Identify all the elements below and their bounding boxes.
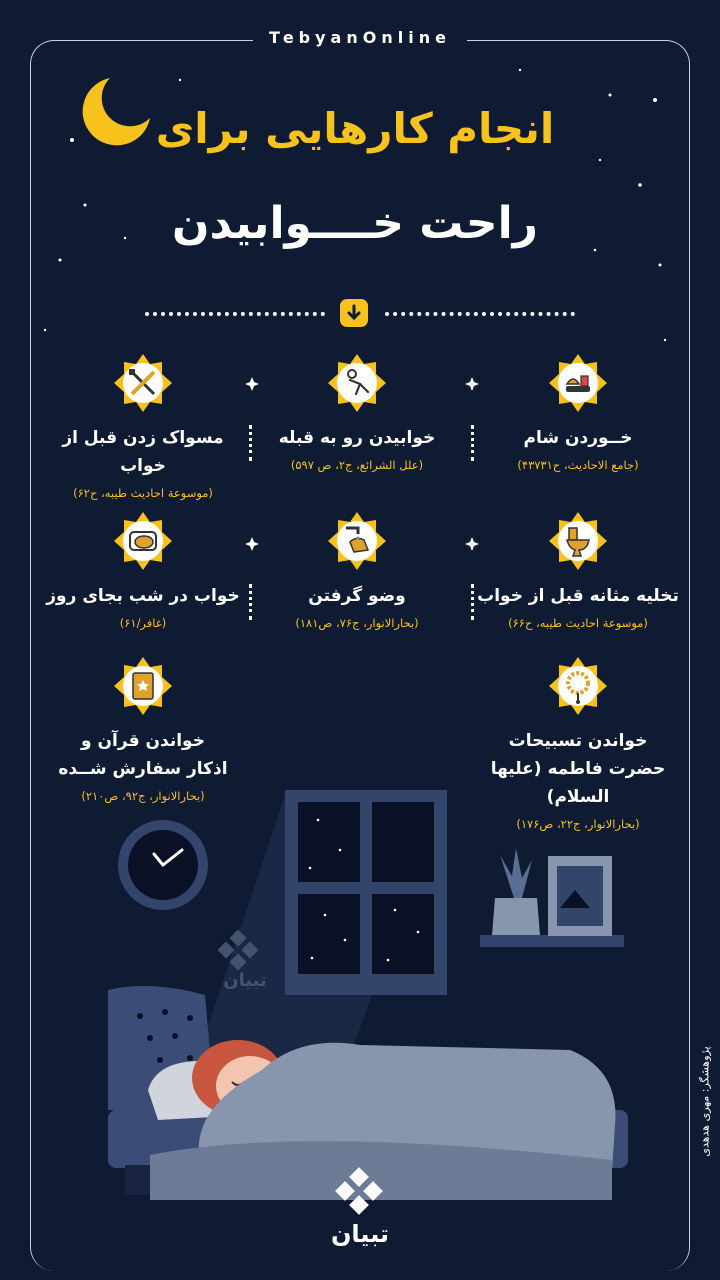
item-empty-bladder [473, 510, 683, 630]
item-source: (موسوعة احادیث طیبه، ح۶۲) [73, 486, 213, 500]
divider-right [385, 312, 575, 316]
item-label: خــوردن شام [523, 428, 633, 448]
item-source: (بحارالانوار، ج۹۲، ص۲۱۰) [81, 789, 205, 803]
vertical-dots [471, 584, 474, 620]
credit-text: پژوهشگر: مهری هدهدی [698, 1046, 712, 1157]
item-label: وضو گرفتن [308, 586, 406, 606]
plant-icon [500, 848, 532, 898]
vertical-dots [249, 584, 252, 620]
arrow-down-icon [340, 299, 368, 327]
item-label: خواندن قرآن و اذکار سفارش شــده [58, 731, 228, 779]
watermark-text: تبیان [223, 970, 267, 991]
shelf [480, 935, 624, 947]
item-ablution [252, 510, 462, 630]
vertical-dots [249, 425, 252, 461]
separator-star-icon [465, 536, 479, 550]
title-line-1: انجام کارهایی برای [155, 104, 555, 153]
item-label: تخلیه مثانه قبل از خواب [477, 586, 679, 606]
brand-logo-text: تبیان [330, 1220, 390, 1248]
sleeping-person-icon [326, 352, 388, 414]
separator-star-icon [245, 376, 259, 390]
item-night-sleep [38, 510, 248, 630]
item-source: (غافر/۶۱) [119, 616, 167, 630]
toilet-icon [547, 510, 609, 572]
item-label: خواندن تسبیحات حضرت فاطمه (علیها السلام) [490, 731, 666, 807]
item-label: خوابیدن رو به قبله [278, 428, 436, 448]
title-line-2: راحت خــــوابیدن [171, 198, 538, 249]
item-toothbrush [38, 352, 248, 500]
prayer-beads-icon [547, 655, 609, 717]
item-source: (علل الشرائع، ج۲، ص ۵۹۷) [290, 458, 424, 472]
item-label: مسواک زدن قبل از خواب [62, 428, 224, 476]
ablution-icon [326, 510, 388, 572]
item-source: (جامع الاحادیث، ح۴۳۷۳۱) [517, 458, 639, 472]
item-dinner [473, 352, 683, 472]
bedroom-illustration [0, 780, 720, 1280]
researcher-credit [690, 1020, 710, 1190]
food-icon [547, 352, 609, 414]
quran-icon [112, 655, 174, 717]
brand-name: TebyanOnline [253, 28, 467, 47]
sleep-mask-icon [112, 510, 174, 572]
item-label: خواب در شب بجای روز [46, 586, 240, 606]
item-source: (موسوعة احادیث طیبه، ح۶۶) [508, 616, 648, 630]
vertical-dots [471, 425, 474, 461]
item-face-qibla [252, 352, 462, 472]
divider-left [145, 312, 325, 316]
separator-star-icon [465, 376, 479, 390]
item-source: (بحارالانوار، ج۷۶، ص۱۸۱) [295, 616, 419, 630]
toothbrush-icon [112, 352, 174, 414]
item-source: (بحارالانوار، ج۲۲، ص۱۷۶) [516, 817, 640, 831]
separator-star-icon [245, 536, 259, 550]
